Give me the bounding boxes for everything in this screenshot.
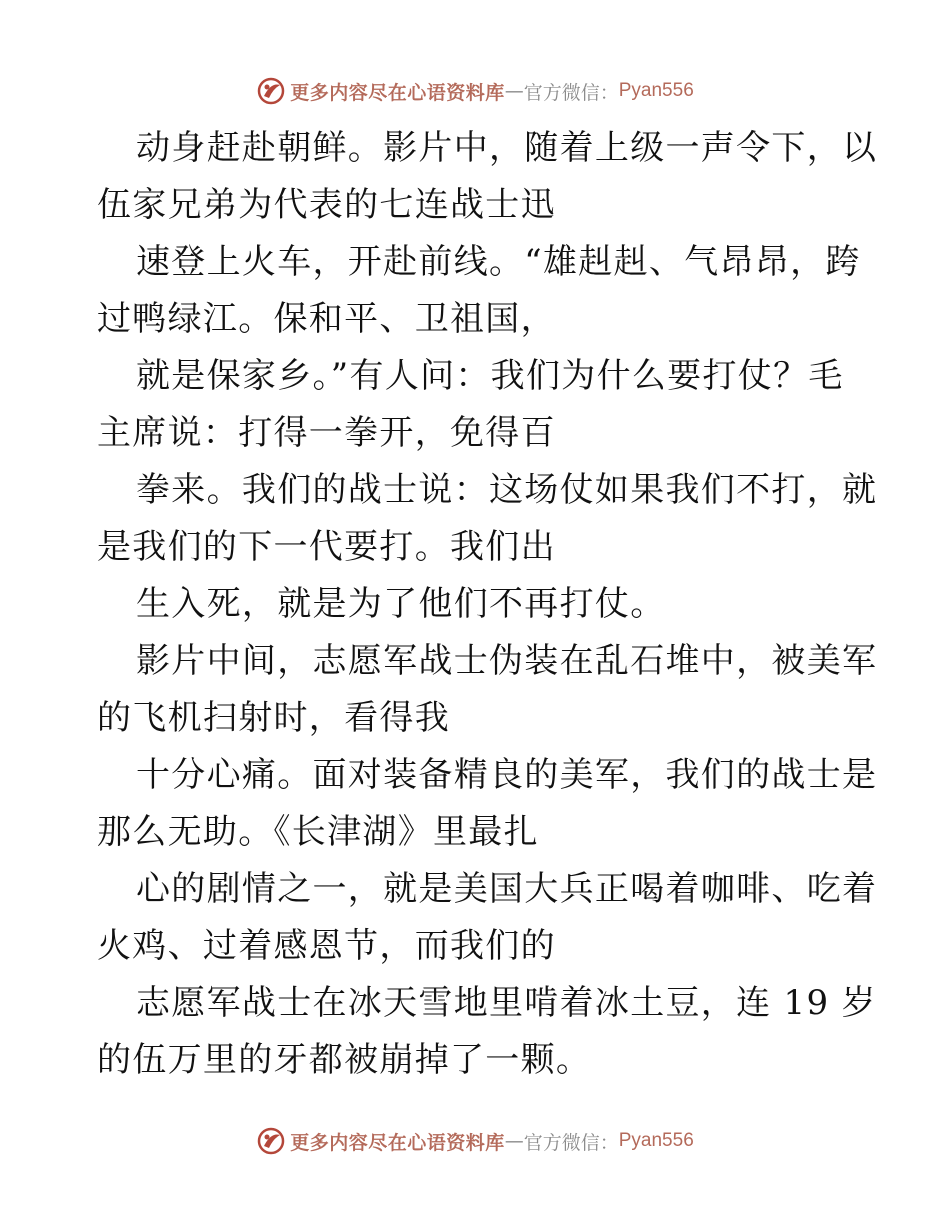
paragraph-line: 伍家兄弟为代表的七连战士迅 xyxy=(97,185,556,225)
paragraph-line: 生入死，就是为了他们不再打仗。 xyxy=(136,584,666,624)
paragraph-line: 动身赶赴朝鲜。影片中，随着上级一声令下，以 xyxy=(136,128,878,168)
paragraph-line: 的飞机扫射时，看得我 xyxy=(97,698,450,738)
paragraph-line: 拳来。我们的战士说：这场仗如果我们不打，就 xyxy=(136,470,878,510)
watermark-brand-text: 更多内容尽在心语资料库 xyxy=(290,81,505,104)
paragraph-line: 的伍万里的牙都被崩掉了一颗。 xyxy=(97,1040,592,1080)
watermark-wechat-id: Pyan556 xyxy=(618,80,694,101)
document-body xyxy=(97,120,878,1089)
watermark-separator: — xyxy=(504,1130,524,1152)
brand-logo-icon xyxy=(256,76,286,106)
header-watermark xyxy=(0,71,950,111)
paragraph-line: 就是保家乡。”有人问：我们为什么要打仗？毛 xyxy=(136,356,844,396)
watermark-wechat-id: Pyan556 xyxy=(618,1130,694,1151)
paragraph-line: 影片中间，志愿军战士伪装在乱石堆中，被美军 xyxy=(136,641,878,681)
watermark-label: 官方微信： xyxy=(523,81,619,104)
paragraph-line: 速登上火车，开赴前线。“雄赳赳、气昂昂，跨 xyxy=(136,242,861,282)
paragraph-line: 那么无助。《长津湖》里最扎 xyxy=(97,812,539,852)
paragraph-line: 火鸡、过着感恩节，而我们的 xyxy=(97,926,556,966)
footer-watermark xyxy=(0,1121,950,1161)
paragraph-line: 志愿军战士在冰天雪地里啃着冰土豆，连 19 岁 xyxy=(136,983,877,1023)
watermark-label: 官方微信： xyxy=(523,1131,619,1154)
watermark-brand-text: 更多内容尽在心语资料库 xyxy=(290,1131,505,1154)
brand-logo-icon xyxy=(256,1126,286,1156)
paragraph-line: 心的剧情之一，就是美国大兵正喝着咖啡、吃着 xyxy=(136,869,878,909)
paragraph-line: 过鸭绿江。保和平、卫祖国， xyxy=(97,299,556,339)
watermark-separator: — xyxy=(504,80,524,102)
paragraph-line: 十分心痛。面对装备精良的美军，我们的战士是 xyxy=(136,755,878,795)
paragraph-line: 主席说：打得一拳开，免得百 xyxy=(97,413,556,453)
paragraph-line: 是我们的下一代要打。我们出 xyxy=(97,527,556,567)
